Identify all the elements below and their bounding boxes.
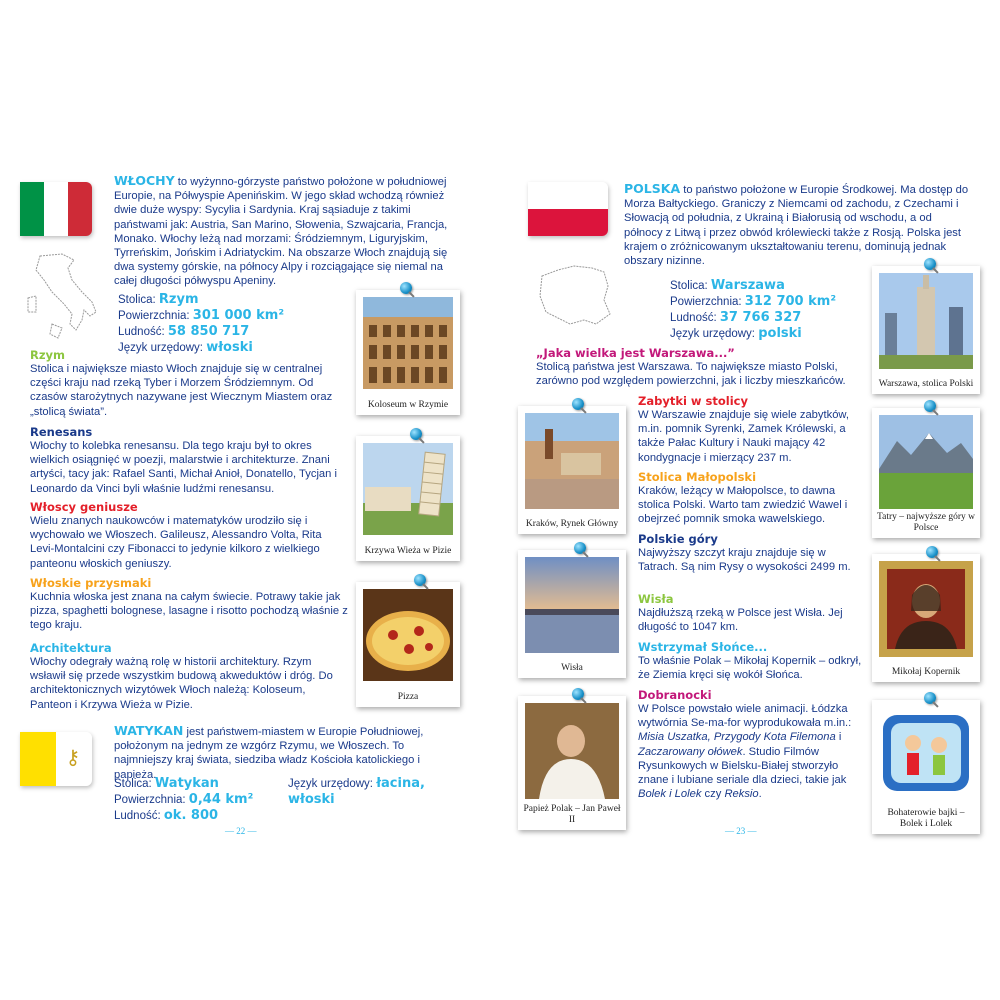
section-wisla [638,592,866,634]
section-gory [638,532,866,574]
italy-area: 301 000 km² [192,308,285,323]
photo-warszawa [872,266,980,394]
italy-flag [20,182,92,236]
photo-wisla [518,550,626,678]
pin-icon [924,258,936,270]
cartoon-tv-icon [879,707,973,803]
photo-koloseum [356,290,460,415]
section-title: Renesans [30,425,93,439]
pizza-icon [363,589,453,681]
left-page [0,150,500,850]
section-title: Polskie góry [638,532,718,546]
vatican-language: Język urzędowy: łacina, włoski [288,776,425,807]
section-text: Stolicą państwa jest Warszawa. To największe miasto Polski, zarówno pod względem powierzchni, jak i liczby mieszkańców. [536,361,846,388]
section-title: Dobranocki [638,688,712,702]
section-text: Najdłuższą rzeką w Polsce jest Wisła. Jej długość to 1047 km. [638,607,843,634]
italy-capital: Rzym [158,292,199,307]
photo-caption: Bohaterowie bajki – Bolek i Lolek [887,808,965,829]
section-kopernik [638,640,866,682]
section-text: Kuchnia włoska jest znana na całym świecie. Potrawy takie jak pizza, spaghetti bolognese, lasagne i risotto pochodzą właśnie z tego kraju. [30,591,348,632]
photo-caption: Kraków, Rynek Główny [525,519,619,529]
section-rzym [30,348,348,419]
section-warszawa [536,346,866,388]
section-przysmaki [30,576,348,633]
poland-intro: POLSKA to państwo położone w Europie Środkowej. Ma dostęp do Morza Bałtyckiego. Graniczy z Niemcami od zachodu, z Czechami i Słowacją od południa, z Ukrainą i Białorusią od wschodu, a od północy z Litwą i przez obwód królewiecki także z Rosją. Polska jest krajem o zróżnicowanym ukształtowaniu terenu, dominują jednak obszary nizinne. [624,181,969,268]
leaning-tower-icon [363,443,453,535]
photo-caption: Tatry – najwyższe góry w Polsce [877,512,975,533]
poland-name: POLSKA [624,181,681,196]
mountains-icon [879,415,973,509]
italy-map-outline [22,250,102,350]
copernicus-stamp-icon [879,561,973,657]
section-title: „Jaka wielka jest Warszawa...” [536,346,735,360]
pin-icon [572,688,584,700]
section-architektura [30,641,348,712]
vatican-area: 0,44 km² [188,792,254,807]
colosseum-icon [363,297,453,389]
pin-icon [400,282,412,294]
poland-capital: Warszawa [710,278,785,293]
photo-tatry [872,408,980,538]
section-text: Wielu znanych naukowców i matematyków urodziło się i wychowało we Włoszech. Galileusz, Alessandro Volta, Rita Levi-Montalcini czy Fibonacci to jedynie kilkoro z wielkiego panteonu włoskich geniuszy. [30,515,322,570]
palace-of-culture-icon [879,273,973,369]
section-geniusze [30,500,348,571]
photo-caption: Wisła [561,663,583,673]
photo-pisa [356,436,460,561]
vatican-intro: WATYKAN jest państwem-miastem w Europie Południowej, położonym na jednym ze wzgórz Rzymu, we Włoszech. To najmniejszy kraj świata, siedziba władz Kościoła katolickiego i papieża. [114,723,424,781]
photo-caption: Koloseum w Rzymie [367,400,449,410]
vatican-name: WATYKAN [114,723,184,738]
pin-icon [572,398,584,410]
pin-icon [926,546,938,558]
section-title: Wstrzymał Słońce... [638,640,768,654]
section-title: Architektura [30,641,112,655]
photo-caption: Papież Polak – Jan Paweł II [523,804,621,825]
photo-pizza [356,582,460,707]
italy-facts: Stolica: Rzym Powierzchnia: 301 000 km² Ludność: 58 850 717 Język urzędowy: włoski [118,292,285,355]
photo-caption: Krzywa Wieża w Pizie [364,546,452,556]
italy-population: 58 850 717 [167,324,250,339]
section-zabytki [638,394,866,465]
page-number: — 23 — [725,826,757,836]
pin-icon [924,692,936,704]
section-text: Kraków, leżący w Małopolsce, to dawna stolica Polski. Warto tam zwiedzić Wawel i obejrzeć pomnik smoka wawelskiego. [638,485,848,526]
right-page [500,150,1000,850]
poland-area: 312 700 km² [744,294,837,309]
photo-caption: Mikołaj Kopernik [891,667,961,677]
section-title: Wisła [638,592,674,606]
pin-icon [414,574,426,586]
poland-flag [528,182,608,236]
section-text: Włochy to kolebka renesansu. Dla tego kraju był to okres wielkich osiągnięć w poezji, malarstwie i architekturze. Znani artyści, tacy jak: Rafael Santi, Michał Anioł, Donatello, Tycjan i Leonardo da Vinci byli właśnie ludźmi renesansu. [30,440,337,495]
poland-map-outline [534,262,614,328]
section-title: Włoscy geniusze [30,500,138,514]
section-text: Włochy odegrały ważną rolę w historii architektury. Rzym wsławił się przede wszystkim budową akweduktów i dróg. Do architektonicznych wizytówek Włoch należą: Koloseum, Panteon i Krzywa Wieża w Pizie. [30,656,333,711]
vatican-flag [20,732,92,786]
vatican-population: ok. 800 [163,808,219,823]
section-title: Włoskie przysmaki [30,576,152,590]
vatican-facts: Stolica: Watykan Powierzchnia: 0,44 km² Ludność: ok. 800 [114,776,254,823]
poland-facts: Stolica: Warszawa Powierzchnia: 312 700 km² Ludność: 37 766 327 Język urzędowy: polski [670,278,837,341]
section-text: Najwyższy szczyt kraju znajduje się w Tatrach. Są nim Rysy o wysokości 2499 m. [638,547,851,574]
photo-kopernik [872,554,980,682]
photo-bolek-lolek [872,700,980,834]
italy-intro: WŁOCHY to wyżynno-górzyste państwo położone w południowej Europie, na Półwyspie Apenińskim. W jego skład wchodzą również dwie duże wyspy: Sycylia i Sardynia. Kraj sąsiaduje z takimi państwami jak: Austria, San Marino, Słowenia, Szwajcaria, Francja, Monako. Włochy leżą nad morzami: Śródziemnym, Liguryjskim, Tyrreńskim, Jońskim i Adriatyckim. Na obszarze Włoch znajdują się dwa systemy górskie, na północy Alpy i rozciągające się niemal na całej długości półwyspu Apeniny. [114,173,448,288]
section-text: Stolica i największe miasto Włoch znajduje się w centralnej części kraju nad rzeką Tyber i Morzem Śródziemnym. Od czasów starożytnych nazywane jest Wiecznym Miastem oraz „stolicą świata”. [30,363,333,418]
pope-portrait-icon [525,703,619,799]
poland-population: 37 766 327 [719,310,802,325]
poland-language: polski [758,326,802,341]
krakow-square-icon [525,413,619,509]
section-renesans [30,425,348,496]
page-number: — 22 — [225,826,257,836]
section-krakow [638,470,866,527]
section-title: Zabytki w stolicy [638,394,748,408]
river-icon [525,557,619,653]
italy-language: włoski [206,340,253,355]
photo-caption: Pizza [397,692,419,702]
italy-name: WŁOCHY [114,173,175,188]
vatican-capital: Watykan [154,776,219,791]
papal-keys-icon: ⚷ [65,747,81,769]
section-text: W Polsce powstało wiele animacji. Łódzka wytwórnia Se-ma-for wyprodukowała m.in.: Misia Uszatka, Przygody Kota Filemona i Zaczarowany ołówek. Studio Filmów Rysunkowych w Bielsku-Białej stworzyło znane i lubiane seriale dla dzieci, takie jak Bolek i Lolek czy Reksio. [638,703,852,801]
photo-caption: Warszawa, stolica Polski [878,379,974,389]
section-title: Stolica Małopolski [638,470,757,484]
section-text: W Warszawie znajduje się wiele zabytków, m.in. pomnik Syrenki, Zamek Królewski, a także Pałac Kultury i Nauki mający 42 kondygnacje i mierzący 237 m. [638,409,849,464]
photo-pope [518,696,626,830]
photo-krakow [518,406,626,534]
section-text: To właśnie Polak – Mikołaj Kopernik – odkrył, że Ziemia kręci się wokół Słońca. [638,655,862,682]
pin-icon [410,428,422,440]
pin-icon [924,400,936,412]
section-dobranocki [638,688,866,801]
pin-icon [574,542,586,554]
section-title: Rzym [30,348,66,362]
